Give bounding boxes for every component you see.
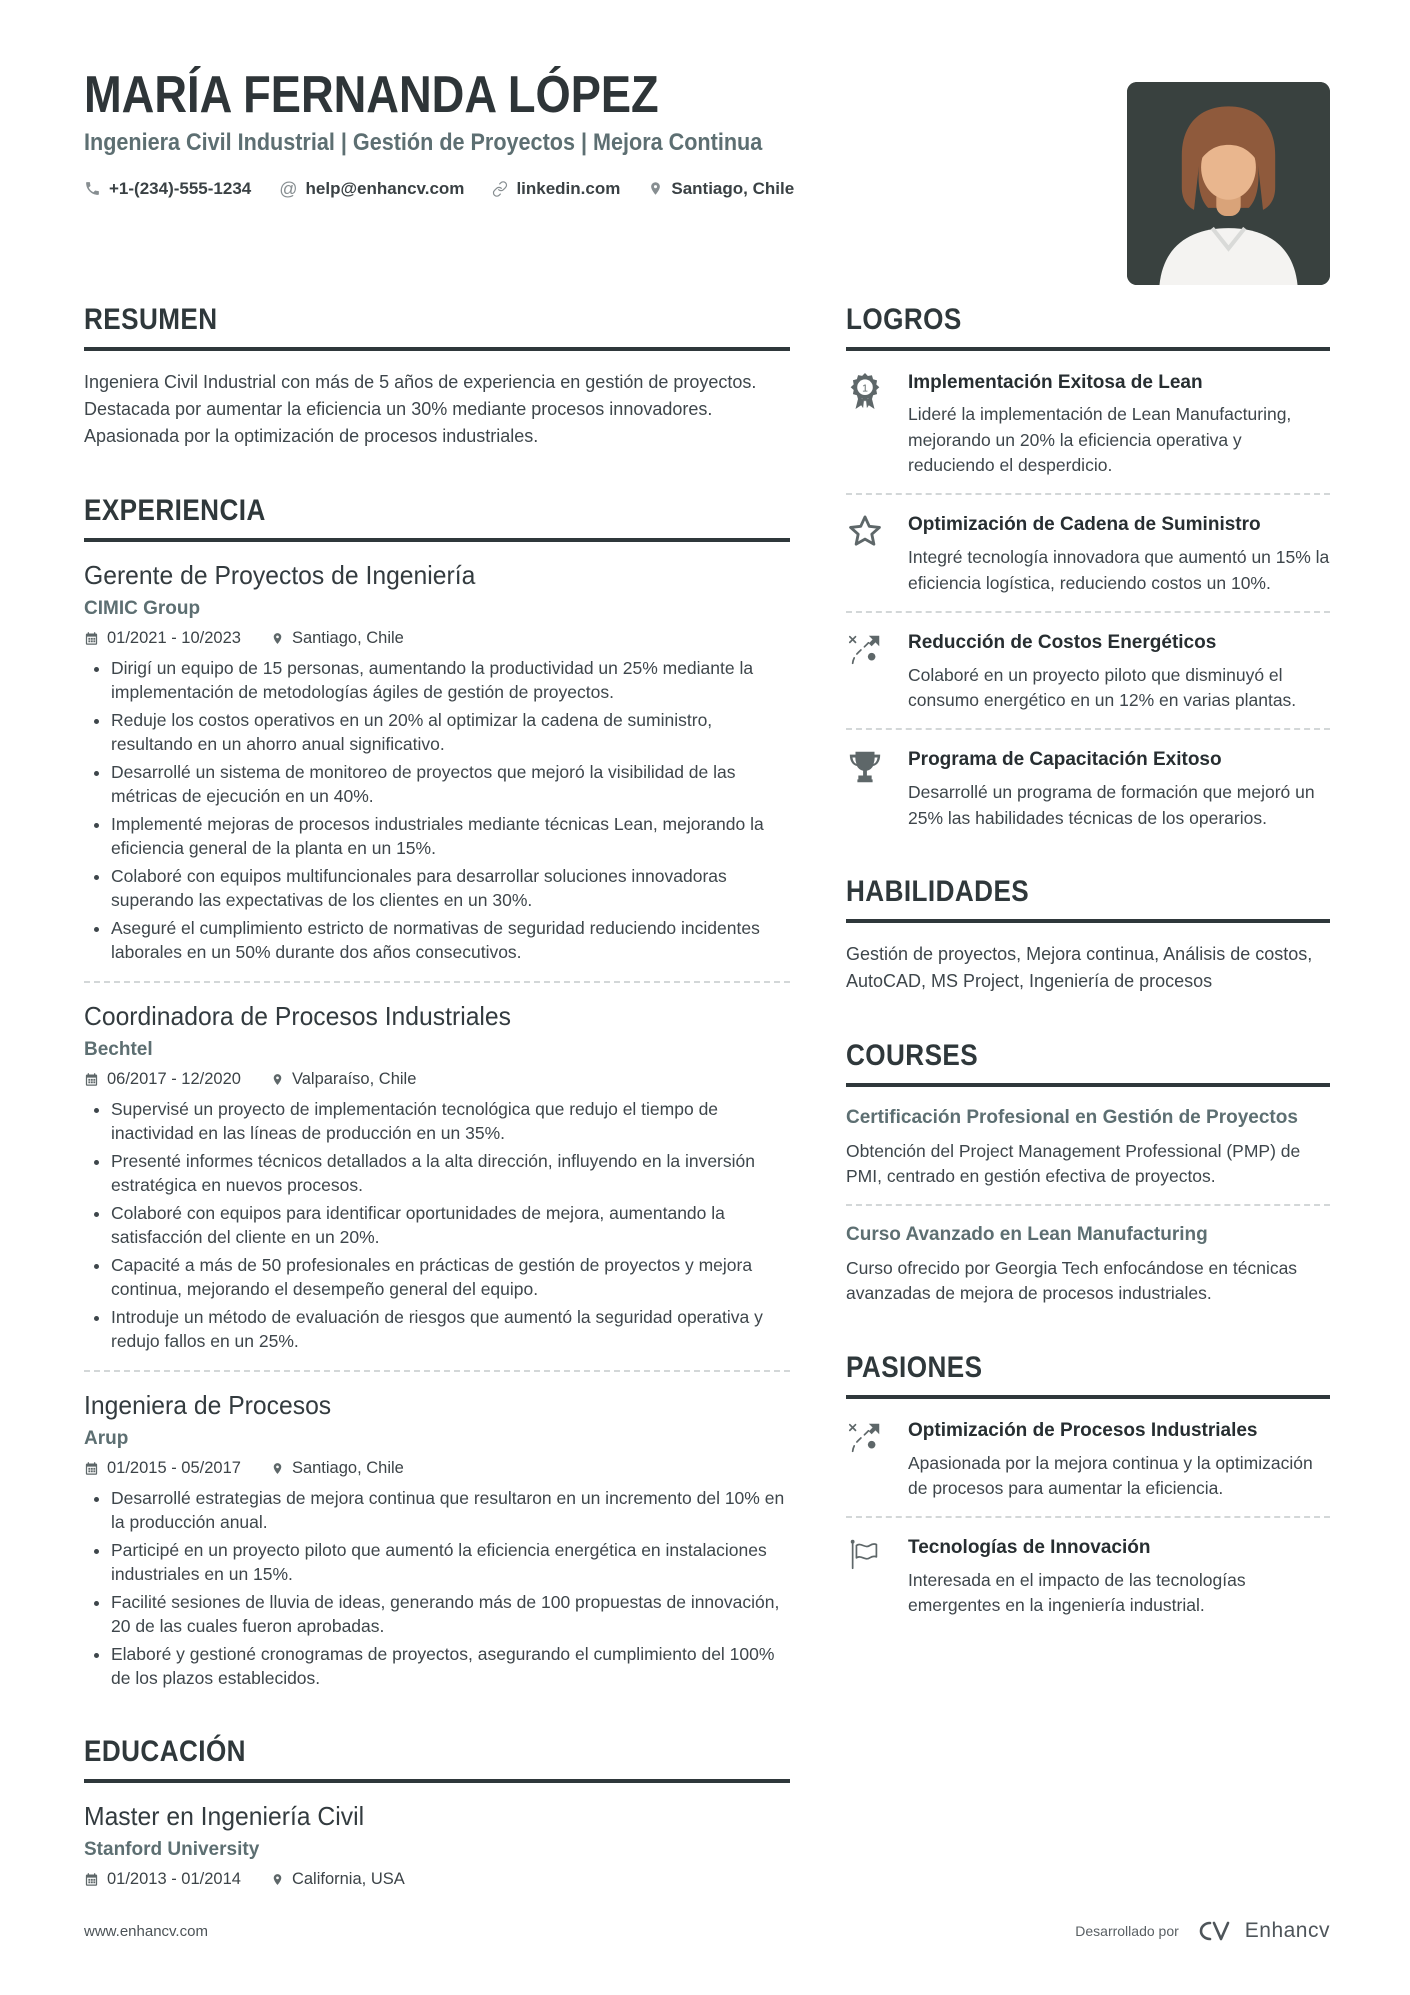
- svg-text:1: 1: [862, 382, 868, 394]
- passion-item: [846, 1417, 1330, 1502]
- footer: [84, 1917, 1330, 1945]
- divider: [846, 1204, 1330, 1206]
- course-text: Obtención del Project Management Professional (PMP) de PMI, centrado en gestión efectiva de proyectos.: [846, 1140, 1301, 1186]
- achievement-item: [846, 511, 1330, 596]
- course-title: Certificación Profesional en Gestión de Proyectos: [846, 1106, 1298, 1128]
- company-name: Arup: [84, 1427, 129, 1449]
- section-logros: [846, 303, 1330, 831]
- location-icon: [271, 631, 284, 646]
- course-title: Curso Avanzado en Lean Manufacturing: [846, 1224, 1208, 1246]
- job-meta: [84, 1070, 790, 1089]
- bullet-item: • Dirigí un equipo de 15 personas, aumentando la productividad un 25% mediante la implementación de metodologías ágiles de gestión de proyectos.: [111, 656, 790, 705]
- page-title: MARÍA FERNANDA LÓPEZ: [84, 66, 659, 124]
- course-item: [846, 1105, 1330, 1189]
- achievement-text: Desarrollé un programa de formación que mejoró un 25% las habilidades técnicas de los operarios.: [908, 782, 1315, 828]
- divider: [846, 493, 1330, 495]
- achievement-text: Integré tecnología innovadora que aumentó un 15% la eficiencia logística, reduciendo costos un 10%.: [908, 547, 1330, 593]
- courses-heading: COURSES: [846, 1039, 1330, 1087]
- phone-contact[interactable]: [84, 179, 251, 199]
- enhancv-logo-icon: [1189, 1917, 1235, 1945]
- location-icon: [271, 1072, 284, 1087]
- bullet-item: • Participé en un proyecto piloto que aumentó la eficiencia energética en instalaciones industriales en un 15%.: [111, 1538, 790, 1587]
- bullet-item: • Capacité a más de 50 profesionales en prácticas de gestión de proyectos y mejora continua, mejorando el desempeño general del equipo.: [111, 1253, 790, 1302]
- calendar-icon: [84, 1872, 99, 1887]
- section-resumen: [84, 303, 790, 450]
- location-icon: [271, 1461, 284, 1476]
- portrait-illustration: [1127, 82, 1330, 285]
- job-entry: [84, 1390, 790, 1691]
- section-pasiones: [846, 1351, 1330, 1619]
- profile-photo: [1127, 82, 1330, 285]
- resumen-heading: RESUMEN: [84, 303, 790, 351]
- course-text: Curso ofrecido por Georgia Tech enfocándose en técnicas avanzadas de mejora de procesos industriales.: [846, 1258, 1298, 1304]
- date-range: 01/2015 - 05/2017: [84, 1459, 241, 1478]
- bullet-item: • Presenté informes técnicos detallados a la alta dirección, influyendo en la inversión estratégica en nuevos procesos.: [111, 1149, 790, 1198]
- job-location: Valparaíso, Chile: [271, 1070, 416, 1089]
- brand-name[interactable]: Enhancv: [1244, 1919, 1330, 1942]
- section-courses: [846, 1039, 1330, 1307]
- calendar-icon: [84, 631, 99, 646]
- school-name: Stanford University: [84, 1838, 260, 1860]
- bullet-item: • Colaboré con equipos multifuncionales para desarrollar soluciones innovadoras superando las expectativas de los clientes en un 30%.: [111, 864, 790, 913]
- job-location: Santiago, Chile: [271, 629, 404, 648]
- star-icon: [846, 511, 890, 596]
- bullet-item: • Aseguré el cumplimiento estricto de normativas de seguridad reduciendo incidentes laborales en un 50% durante dos años consecutivos.: [111, 916, 790, 965]
- medal-icon: [846, 369, 890, 479]
- section-educacion: [84, 1735, 790, 1889]
- educacion-heading: EDUCACIÓN: [84, 1735, 790, 1783]
- site-link[interactable]: www.enhancv.com: [84, 1922, 208, 1940]
- bullet-item: • Elaboré y gestioné cronogramas de proyectos, asegurando el cumplimiento del 100% de los plazos establecidos.: [111, 1642, 790, 1691]
- achievement-item: [846, 629, 1330, 714]
- powered-label: Desarrollado por: [1075, 1923, 1179, 1939]
- flag-icon: [846, 1534, 890, 1619]
- date-range: 01/2021 - 10/2023: [84, 629, 241, 648]
- job-bullet-list: [84, 656, 790, 965]
- job-bullet-list: [84, 1097, 790, 1354]
- bullet-item: • Desarrollé un sistema de monitoreo de proyectos que mejoró la visibilidad de las métricas de ejecución en un 40%.: [111, 760, 790, 809]
- section-experiencia: [84, 494, 790, 1691]
- divider: [846, 611, 1330, 613]
- pasiones-heading: PASIONES: [846, 1351, 1330, 1399]
- bullet-item: • Facilité sesiones de lluvia de ideas, generando más de 100 propuestas de innovación, 20 de las cuales fueron aprobadas.: [111, 1590, 790, 1639]
- achievement-title: Reducción de Costos Energéticos: [908, 631, 1217, 653]
- header: [84, 68, 1330, 199]
- email-contact[interactable]: [279, 179, 464, 199]
- bullet-item: • Introduje un método de evaluación de riesgos que aumentó la seguridad operativa y redujo fallos en un 25%.: [111, 1305, 790, 1354]
- linkedin-url: linkedin.com: [516, 178, 621, 198]
- job-title: Coordinadora de Procesos Industriales: [84, 1000, 512, 1031]
- bullet-item: • Implementé mejoras de procesos industriales mediante técnicas Lean, mejorando la eficiencia general de la planta en un 15%.: [111, 812, 790, 861]
- calendar-icon: [84, 1461, 99, 1476]
- divider: [846, 1516, 1330, 1518]
- link-icon: [492, 181, 508, 197]
- company-name: Bechtel: [84, 1038, 153, 1060]
- email-address: help@enhancv.com: [305, 178, 465, 198]
- achievement-item: [846, 746, 1330, 831]
- job-location: Santiago, Chile: [271, 1459, 404, 1478]
- job-meta: [84, 629, 790, 648]
- right-column: [846, 303, 1330, 1933]
- calendar-icon: [84, 1072, 99, 1087]
- divider: [84, 1370, 790, 1372]
- bullet-item: • Colaboré con equipos para identificar oportunidades de mejora, aumentando la satisfacción del cliente en un 20%.: [111, 1201, 790, 1250]
- job-entry: [84, 560, 790, 965]
- job-bullet-list: [84, 1486, 790, 1691]
- passion-text: Interesada en el impacto de las tecnologías emergentes en la ingeniería industrial.: [908, 1570, 1246, 1616]
- job-entry: [84, 1001, 790, 1354]
- section-habilidades: [846, 875, 1330, 995]
- divider: [846, 728, 1330, 730]
- job-headline: Ingeniera Civil Industrial | Gestión de Proyectos | Mejora Continua: [84, 128, 763, 156]
- passion-item: [846, 1534, 1330, 1619]
- course-item: [846, 1222, 1330, 1306]
- achievement-text: Lideré la implementación de Lean Manufacturing, mejorando un 20% la eficiencia operativa y reduciendo el desperdicio.: [908, 404, 1292, 476]
- location-text: Santiago, Chile: [671, 178, 795, 198]
- phone-number: +1-(234)-555-1234: [109, 178, 252, 198]
- left-column: [84, 303, 790, 1933]
- job-meta: [84, 1459, 790, 1478]
- content-columns: [84, 303, 1330, 1933]
- achievement-text: Colaboré en un proyecto piloto que disminuyó el consumo energético en un 12% en varias plantas.: [908, 664, 1297, 711]
- passion-title: Tecnologías de Innovación: [908, 1537, 1151, 1559]
- degree-title: Master en Ingeniería Civil: [84, 1800, 365, 1831]
- location-icon: [648, 180, 663, 197]
- skills-list: Gestión de proyectos, Mejora continua, Análisis de costos, AutoCAD, MS Project, Ingeniería de procesos: [846, 943, 1313, 991]
- achievement-title: Implementación Exitosa de Lean: [908, 371, 1203, 393]
- strategy-icon: [846, 1417, 890, 1502]
- location-contact: [648, 179, 794, 199]
- divider: [84, 981, 790, 983]
- strategy-icon: [846, 629, 890, 714]
- trophy-icon: [846, 746, 890, 831]
- job-title: Gerente de Proyectos de Ingeniería: [84, 559, 476, 590]
- email-icon: @: [279, 178, 298, 199]
- logros-heading: LOGROS: [846, 303, 1330, 351]
- passion-text: Apasionada por la mejora continua y la optimización de procesos para aumentar la eficiencia.: [908, 1452, 1313, 1498]
- linkedin-contact[interactable]: [492, 179, 620, 199]
- date-range: 01/2013 - 01/2014: [84, 1870, 241, 1889]
- education-location: California, USA: [271, 1870, 405, 1889]
- bullet-item: • Supervisé un proyecto de implementación tecnológica que redujo el tiempo de inactividad en las líneas de producción en un 35%.: [111, 1097, 790, 1146]
- passion-title: Optimización de Procesos Industriales: [908, 1419, 1258, 1441]
- powered-by: [1075, 1917, 1330, 1945]
- job-title: Ingeniera de Procesos: [84, 1389, 332, 1420]
- company-name: CIMIC Group: [84, 597, 201, 619]
- achievement-title: Programa de Capacitación Exitoso: [908, 749, 1222, 771]
- achievement-item: [846, 369, 1330, 479]
- location-icon: [271, 1872, 284, 1887]
- resumen-text: Ingeniera Civil Industrial con más de 5 años de experiencia en gestión de proyectos. Destacada por aumentar la eficiencia un 30% mediante procesos innovadores. Apasionada por la optimización de procesos industriales.: [84, 371, 757, 446]
- experiencia-heading: EXPERIENCIA: [84, 494, 790, 542]
- phone-icon: [84, 180, 101, 197]
- achievement-title: Optimización de Cadena de Suministro: [908, 514, 1261, 536]
- bullet-item: • Desarrollé estrategias de mejora continua que resultaron en un incremento del 10% en la producción anual.: [111, 1486, 790, 1535]
- bullet-item: • Reduje los costos operativos en un 20% al optimizar la cadena de suministro, resultando en un ahorro anual significativo.: [111, 708, 790, 757]
- date-range: 06/2017 - 12/2020: [84, 1070, 241, 1089]
- education-meta: [84, 1870, 790, 1889]
- education-entry: [84, 1801, 790, 1889]
- habilidades-heading: HABILIDADES: [846, 875, 1330, 923]
